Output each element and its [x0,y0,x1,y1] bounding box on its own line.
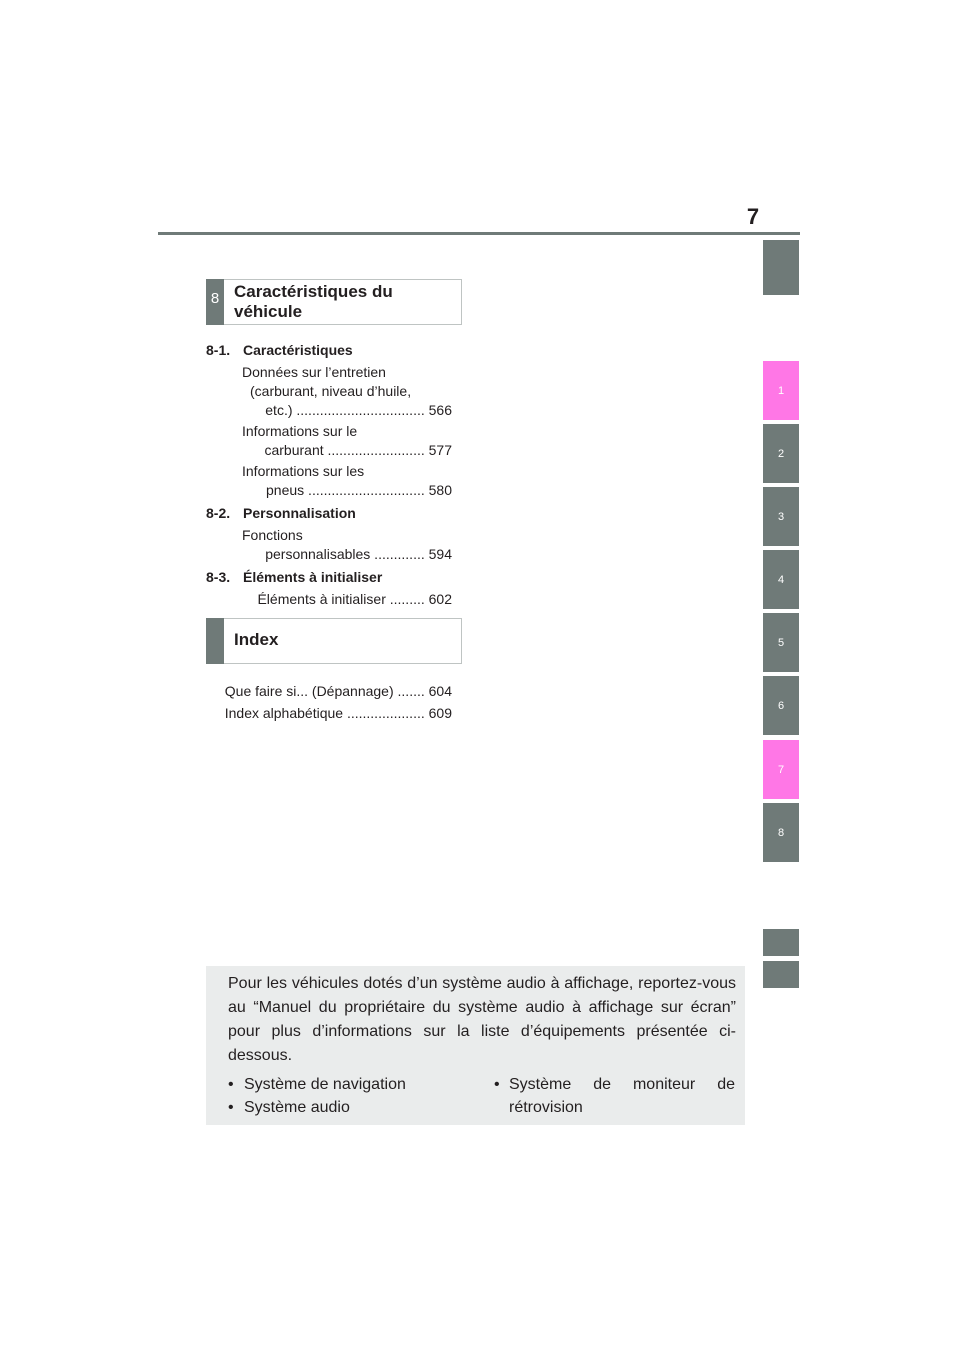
section-8-header [206,279,462,325]
side-tab-4[interactable]: 4 [763,550,799,609]
subsection-8-1-id: 8-1. [206,342,231,358]
toc-entry-line[interactable]: (carburant, niveau d’huile, [250,383,412,399]
bullet-rear-camera-line1: Système de moniteur de [509,1076,735,1093]
section-title-line2: véhicule [234,302,303,321]
section-title-line1: Caractéristiques du [234,282,393,301]
index-section-header [206,618,462,664]
side-tab-blank-1[interactable] [763,929,799,956]
index-section-title: Index [234,630,279,649]
bullet-audio-system: Système audio [244,1099,350,1116]
bullet-symbol: • [228,1099,234,1116]
section-number: 8 [206,279,224,325]
side-tab-6[interactable]: 6 [763,676,799,735]
side-tab-1[interactable]: 1 [763,361,799,420]
index-section-marker [206,618,224,664]
header-rule [158,232,800,235]
toc-entry-page[interactable]: etc.) ................................. 566 [265,402,452,418]
toc-entry-page[interactable]: Éléments à initialiser ......... 602 [257,591,452,607]
side-tab-blank-top[interactable] [763,240,799,295]
index-entry-alphabetical[interactable]: Index alphabétique .................... 609 [224,705,452,721]
side-tab-8[interactable]: 8 [763,803,799,862]
subsection-8-3-id: 8-3. [206,569,231,585]
subsection-8-2-title[interactable]: Personnalisation [243,505,356,521]
page-number: 7 [746,204,760,229]
side-tab-2[interactable]: 2 [763,424,799,483]
toc-entry-page[interactable]: carburant ......................... 577 [264,442,452,458]
toc-entry-line[interactable]: Informations sur le [242,423,358,439]
side-tab-5[interactable]: 5 [763,613,799,672]
bullet-navigation-system: Système de navigation [244,1076,406,1093]
bullet-symbol: • [228,1076,234,1093]
bullet-rear-camera-line2: rétrovision [509,1099,583,1116]
subsection-8-3-title[interactable]: Éléments à initialiser [243,569,383,585]
notice-box [206,966,745,1125]
toc-entry-line[interactable]: Données sur l’entretien [242,364,386,380]
toc-entry-page[interactable]: pneus .............................. 580 [266,482,452,498]
index-entry-troubleshooting[interactable]: Que faire si... (Dépannage) ....... 604 [224,683,452,699]
toc-entry-line[interactable]: Fonctions [242,527,303,543]
subsection-8-1-title[interactable]: Caractéristiques [243,342,353,358]
side-tab-blank-2[interactable] [763,961,799,988]
side-tab-7[interactable]: 7 [763,740,799,799]
toc-entry-page[interactable]: personnalisables ............. 594 [265,546,452,562]
subsection-8-2-id: 8-2. [206,505,231,521]
bullet-symbol: • [494,1076,500,1093]
toc-entry-line[interactable]: Informations sur les [242,463,365,479]
notice-text: Pour les véhicules dotés d’un système audio à affichage, reportez-vous au “Manuel du propriétaire du système audio à affichage sur écran” pour plus d’informations sur la liste d’équipements présentée ci-dessous. [228,975,736,1064]
side-tab-3[interactable]: 3 [763,487,799,546]
